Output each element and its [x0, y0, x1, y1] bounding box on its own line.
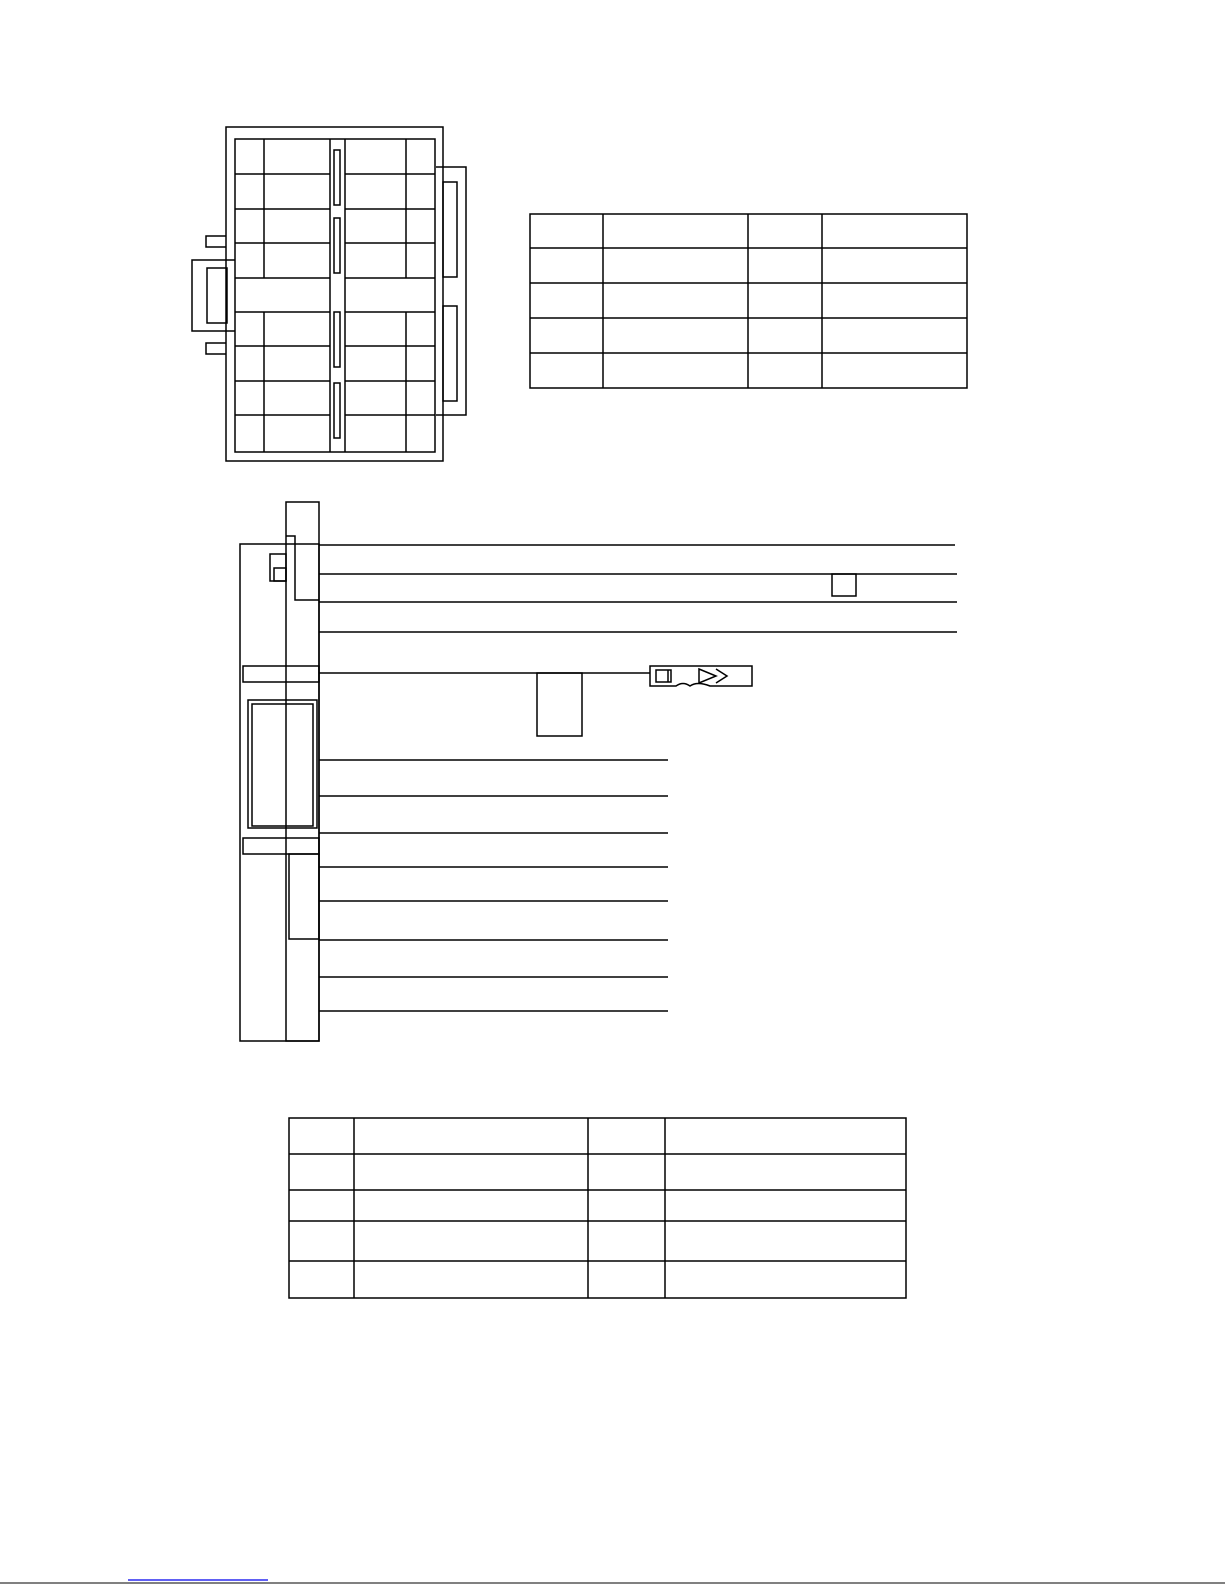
table-bottom-border	[289, 1118, 906, 1298]
center-key-1	[334, 150, 340, 205]
side-housing-flange	[286, 502, 319, 1041]
upper-latch-slot	[443, 182, 457, 277]
terminal-wire	[319, 666, 752, 736]
side-rib	[289, 854, 319, 939]
left-lock-inner	[207, 268, 227, 323]
right-latch-tab	[436, 167, 466, 415]
cavity-row-lines	[235, 174, 435, 415]
pinout-table-bottom	[289, 1118, 906, 1298]
center-key-2	[334, 218, 340, 273]
side-window	[248, 700, 317, 828]
connector-housing-inner	[235, 139, 435, 452]
center-key-4	[334, 383, 340, 438]
wire-bundle-long	[319, 545, 957, 632]
side-window-inner	[252, 704, 313, 826]
left-lock-bracket	[192, 260, 235, 331]
wire-marker-tag	[832, 574, 856, 596]
pinout-table-top	[530, 214, 967, 388]
connector-face-view	[192, 127, 466, 461]
left-lock-tab-lower	[206, 343, 226, 354]
connector-side-view	[240, 502, 319, 1041]
wire-sleeve	[537, 673, 582, 736]
left-lock-tab-upper	[206, 236, 226, 247]
wire-bundle-short	[319, 760, 668, 1011]
crimp-terminal-icon	[650, 666, 752, 686]
side-latch	[286, 536, 319, 600]
lower-latch-slot	[443, 306, 457, 401]
side-seal-upper	[243, 666, 319, 682]
center-key-3	[334, 312, 340, 367]
side-seal-lower	[243, 838, 319, 854]
side-latch-tab-inner	[274, 568, 286, 581]
